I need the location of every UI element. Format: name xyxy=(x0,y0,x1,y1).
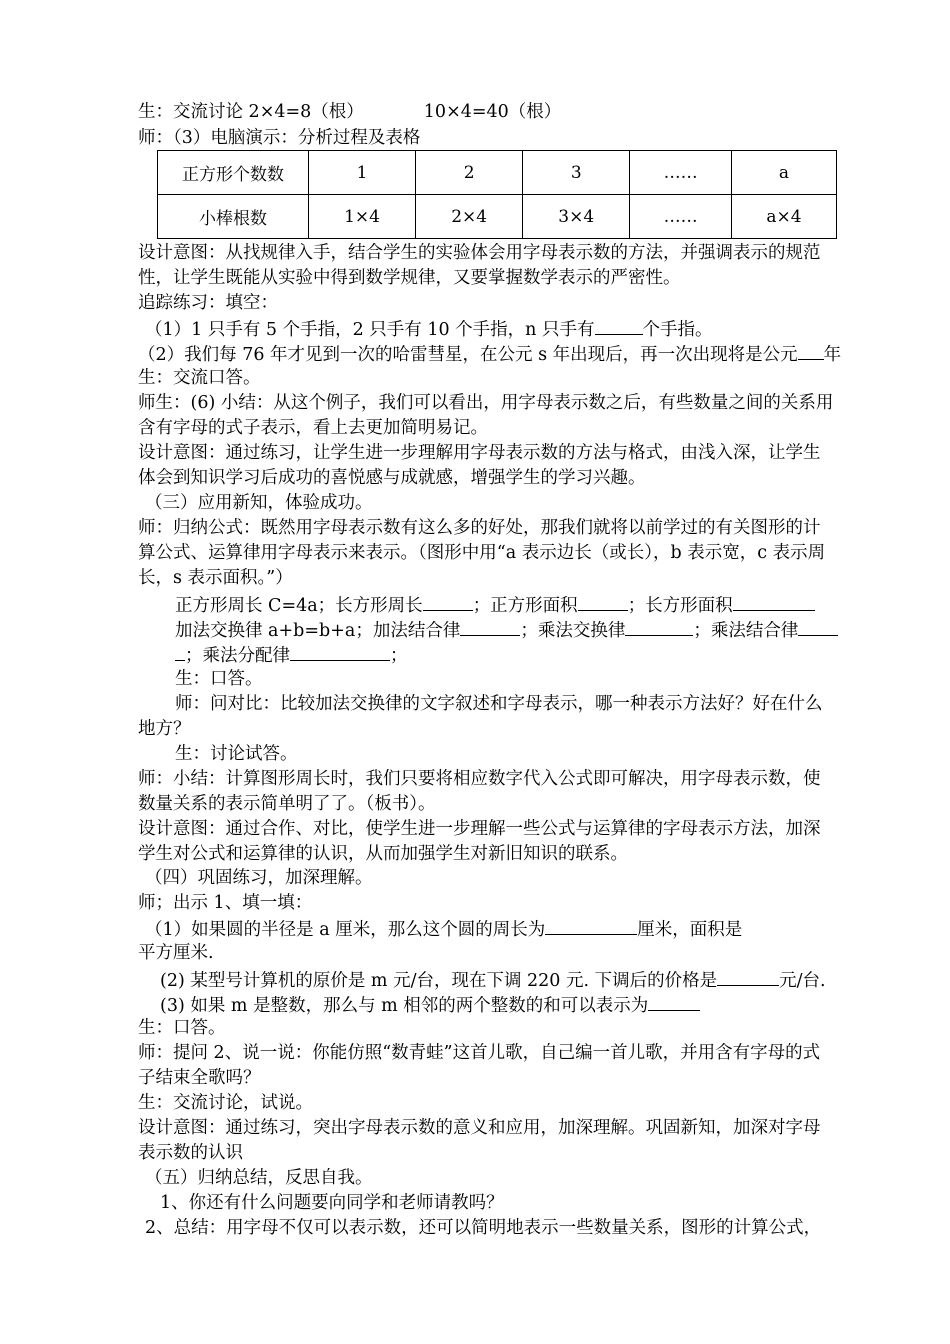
table-cell: 2 xyxy=(416,151,523,195)
design-intent-1a: 设计意图：从找规律入手，结合学生的实验体会用字母表示数的方法，并强调表示的规范 xyxy=(138,243,821,263)
table-cell: 3 xyxy=(523,151,630,195)
question-2a: 师：提问 2、说一说：你能仿照“数青蛙”这首儿歌，自己编一首儿歌，并用含有字母的式 xyxy=(138,1043,821,1063)
blank xyxy=(717,967,779,986)
summary-1a: 师生：(6) 小结：从这个例子，我们可以看出，用字母表示数之后，有些数量之间的关系用 xyxy=(138,393,834,413)
fill-in-1a: （1）如果圆的半径是 a 厘米，那么这个圆的周长为 厘米，面积是 xyxy=(145,916,742,942)
design-intent-2a: 设计意图：通过练习，让学生进一步理解用字母表示数的方法与格式，由浅入深，让学生 xyxy=(138,443,821,463)
line-teacher-demo: 师：（3）电脑演示：分析过程及表格 xyxy=(138,128,421,148)
student-oral-1: 生：交流口答。 xyxy=(138,368,261,388)
reflect-2: 2、总结：用字母不仅可以表示数，还可以简明地表示一些数量关系，图形的计算公式， xyxy=(145,1218,822,1238)
formula-line-2: 加法交换律 a+b=b+a；加法结合律 ；乘法交换律 ；乘法结合律 xyxy=(175,617,838,643)
student-oral-3: 生：口答。 xyxy=(138,1018,226,1038)
table-row xyxy=(158,195,837,239)
summary-2b: 数量关系的表示简单明了了。（板书）。 xyxy=(138,794,436,814)
summary-1b: 含有字母的式子表示，看上去更加简明易记。 xyxy=(138,418,488,438)
table-cell: 正方形个数数 xyxy=(158,151,309,195)
fill-in-title: 师；出示 1、填一填： xyxy=(138,893,313,913)
blank xyxy=(175,642,185,661)
summary-2a: 师：小结：计算图形周长时，我们只要将相应数字代入公式即可解决，用字母表示数，使 xyxy=(138,769,821,789)
formula-intro-2: 算公式、运算律用字母表示来表示。（图形中用“a 表示边长（或长），b 表示宽，c 表示周 xyxy=(138,543,826,563)
formula-intro-3: 长，s 表示面积。”） xyxy=(138,568,293,588)
fill-in-3: (3) 如果 m 是整数，那么与 m 相邻的两个整数的和可以表示为 xyxy=(160,992,700,1018)
exercise-2: （2）我们每 76 年才见到一次的哈雷彗星，在公元 s 年出现后，再一次出现将是公元 年 xyxy=(138,341,841,367)
blank xyxy=(733,592,815,611)
pattern-table xyxy=(157,150,837,239)
blank xyxy=(460,617,520,636)
question-2b: 子结束全歌吗？ xyxy=(138,1068,261,1088)
blank xyxy=(423,592,473,611)
design-intent-1b: 性，让学生既能从实验中得到数学规律，又要掌握数学表示的严密性。 xyxy=(138,268,681,288)
tracking-exercise-title: 追踪练习：填空： xyxy=(138,293,278,313)
blank xyxy=(648,992,700,1011)
blank xyxy=(595,316,643,335)
section-5-heading: （五）归纳总结，反思自我。 xyxy=(145,1168,373,1188)
table-cell: 3×4 xyxy=(523,195,630,239)
design-intent-4a: 设计意图：通过练习，突出字母表示数的意义和应用，加深理解。巩固新知，加深对字母 xyxy=(138,1118,821,1138)
student-oral-2: 生：口答。 xyxy=(175,669,263,689)
design-intent-4b: 表示数的认识 xyxy=(138,1143,243,1163)
reflect-1: 1、你还有什么问题要向同学和老师请教吗？ xyxy=(160,1193,504,1213)
table-cell: a×4 xyxy=(731,195,836,239)
blank xyxy=(290,642,390,661)
table-cell: 1×4 xyxy=(309,195,416,239)
table-cell: 2×4 xyxy=(416,195,523,239)
blank xyxy=(798,341,824,360)
formula-intro-1: 师：归纳公式：既然用字母表示数有这么多的好处，那我们就将以前学过的有关图形的计 xyxy=(138,518,821,538)
fill-in-1b: 平方厘米. xyxy=(138,943,214,963)
design-intent-2b: 体会到知识学习后成功的喜悦感与成就感，增强学生的学习兴趣。 xyxy=(138,468,646,488)
student-try: 生：交流讨论，试说。 xyxy=(138,1093,313,1113)
blank xyxy=(625,617,693,636)
design-intent-3a: 设计意图：通过合作、对比，使学生进一步理解一些公式与运算律的字母表示方法，加深 xyxy=(138,819,821,839)
compare-question-1: 师：问对比：比较加法交换律的文字叙述和字母表示，哪一种表示方法好？好在什么 xyxy=(175,694,823,714)
blank xyxy=(545,916,637,935)
section-3-heading: （三）应用新知，体验成功。 xyxy=(145,493,373,513)
table-cell: 1 xyxy=(309,151,416,195)
blank xyxy=(798,617,838,636)
design-intent-3b: 学生对公式和运算律的认识，从而加强学生对新旧知识的联系。 xyxy=(138,844,628,864)
fill-in-2: (2) 某型号计算机的原价是 m 元/台，现在下调 220 元. 下调后的价格是 元/台. xyxy=(160,967,826,993)
table-row xyxy=(158,151,837,195)
formula-line-1: 正方形周长 C=4a；长方形周长 ；正方形面积 ；长方形面积 xyxy=(175,592,815,618)
student-discuss: 生：讨论试答。 xyxy=(175,744,298,764)
formula-line-3: ；乘法分配律 ； xyxy=(175,642,408,668)
line-student-discussion: 生：交流讨论 2×4=8（根） 10×4=40（根） xyxy=(138,102,562,122)
compare-question-2: 地方？ xyxy=(138,719,191,739)
table-cell: …… xyxy=(630,195,732,239)
blank xyxy=(578,592,628,611)
table-cell: …… xyxy=(630,151,732,195)
table-cell: 小棒根数 xyxy=(158,195,309,239)
exercise-1: （1）1 只手有 5 个手指，2 只手有 10 个手指，n 只手有 个手指。 xyxy=(145,316,713,342)
section-4-heading: （四）巩固练习，加深理解。 xyxy=(145,868,373,888)
table-cell: a xyxy=(731,151,836,195)
